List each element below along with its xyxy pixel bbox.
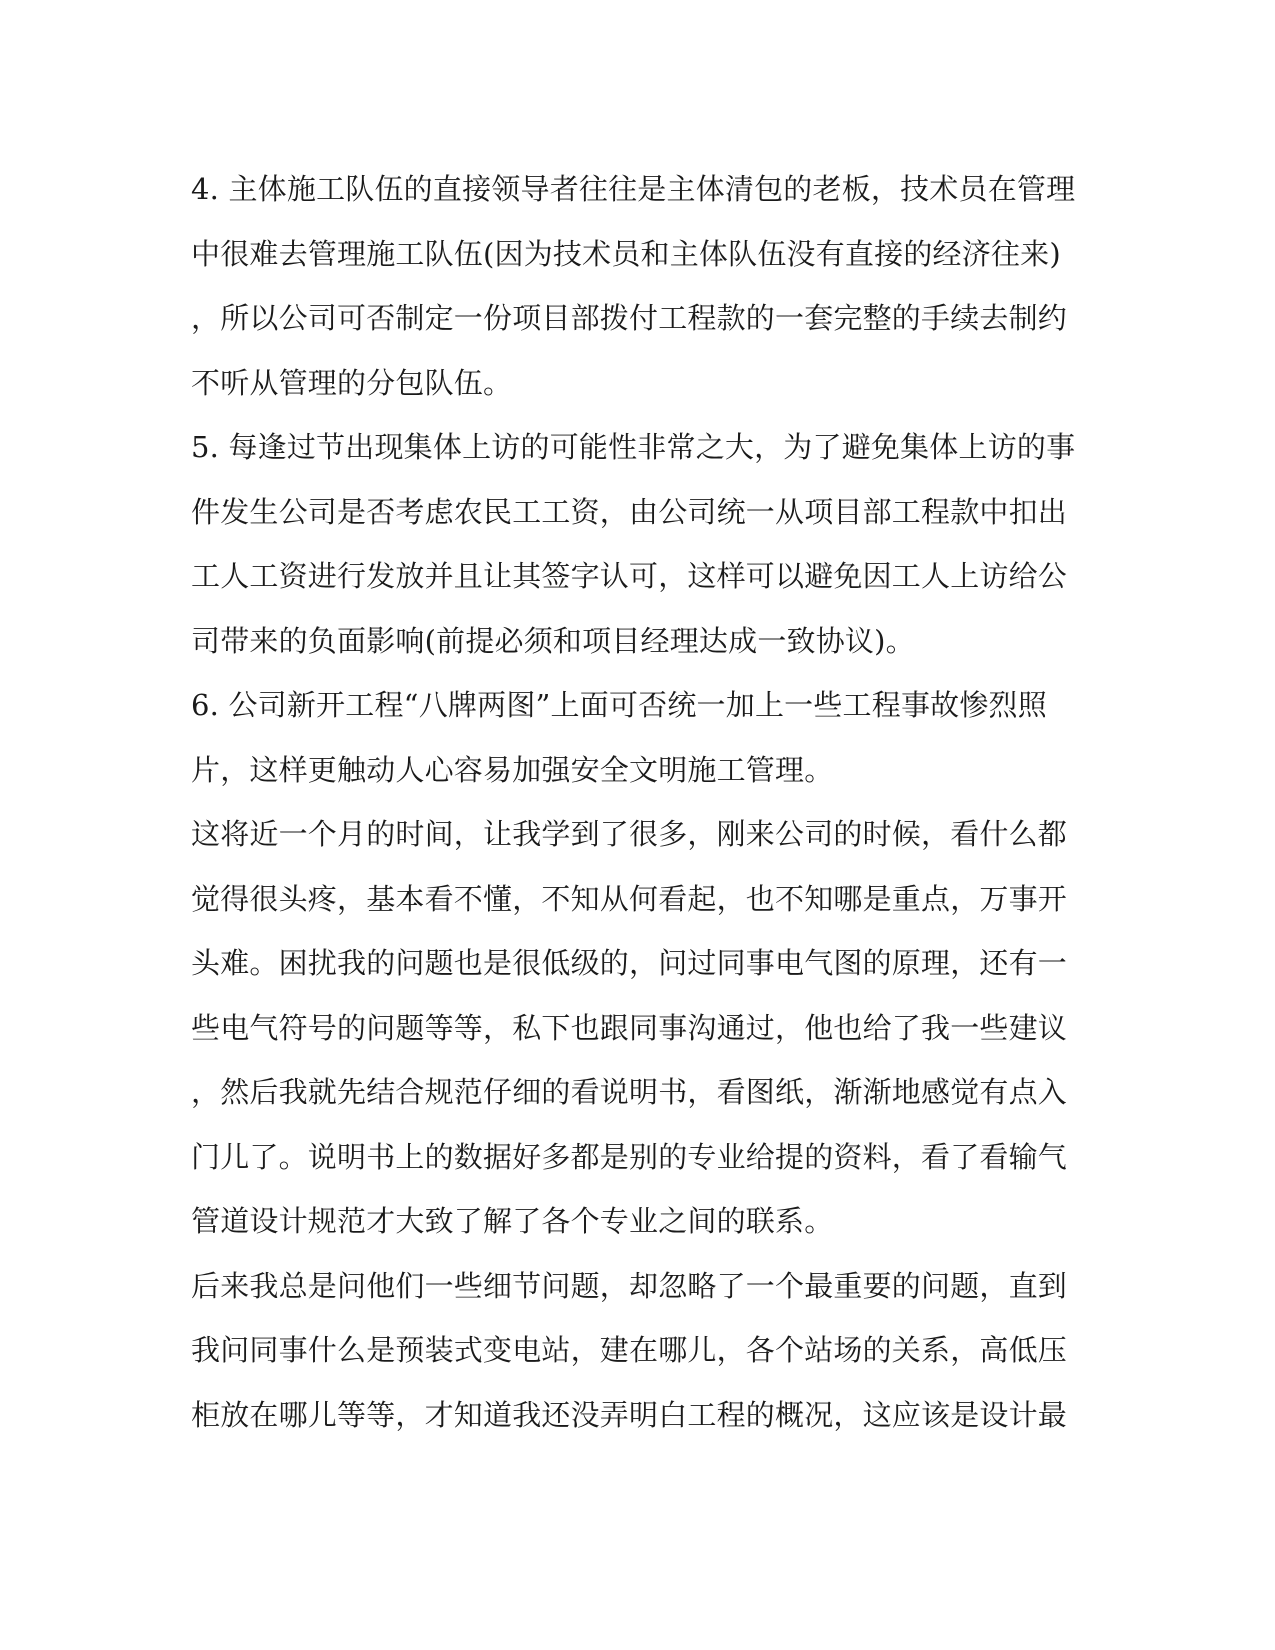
text-line: 我问同事什么是预装式变电站，建在哪儿，各个站场的关系，高低压 <box>191 1333 1068 1367</box>
text-line: 管道设计规范才大致了解了各个专业之间的联系。 <box>191 1204 834 1238</box>
text-line: 后来我总是问他们一些细节问题，却忽略了一个最重要的问题，直到 <box>191 1268 1068 1303</box>
text-line: 门儿了。说明书上的数据好多都是别的专业给提的资料，看了看输气 <box>191 1139 1068 1174</box>
text-line: ，然后我就先结合规范仔细的看说明书，看图纸，渐渐地感觉有点入 <box>191 1075 1068 1109</box>
document-body <box>191 157 1076 1447</box>
text-line: 柜放在哪儿等等，才知道我还没弄明白工程的概况，这应该是设计最 <box>191 1397 1068 1432</box>
text-line: 头难。困扰我的问题也是很低级的，问过同事电气图的原理，还有一 <box>191 946 1068 980</box>
text-line: 5. 每逢过节出现集体上访的可能性非常之大，为了避免集体上访的事 <box>191 430 1076 464</box>
text-line: 6. 公司新开工程“八牌两图”上面可否统一加上一些工程事故惨烈照 <box>191 688 1047 722</box>
text-line: 4. 主体施工队伍的直接领导者往往是主体清包的老板，技术员在管理 <box>191 172 1076 206</box>
text-line: 司带来的负面影响(前提必须和项目经理达成一致协议)。 <box>191 623 915 658</box>
text-line: 觉得很头疼，基本看不懂，不知从何看起，也不知哪是重点，万事开 <box>191 881 1068 916</box>
text-line: 不听从管理的分包队伍。 <box>191 365 513 400</box>
text-line: 片，这样更触动人心容易加强安全文明施工管理。 <box>191 752 834 787</box>
text-line: 工人工资进行发放并且让其签字认可，这样可以避免因工人上访给公 <box>191 559 1068 593</box>
text-line: 中很难去管理施工队伍(因为技术员和主体队伍没有直接的经济往来) <box>191 236 1061 271</box>
text-line: 件发生公司是否考虑农民工工资，由公司统一从项目部工程款中扣出 <box>191 494 1068 529</box>
text-line: ，所以公司可否制定一份项目部拨付工程款的一套完整的手续去制约 <box>191 301 1068 335</box>
text-line: 这将近一个月的时间，让我学到了很多，刚来公司的时候，看什么都 <box>191 817 1068 851</box>
text-line: 些电气符号的问题等等，私下也跟同事沟通过，他也给了我一些建议 <box>191 1010 1068 1045</box>
